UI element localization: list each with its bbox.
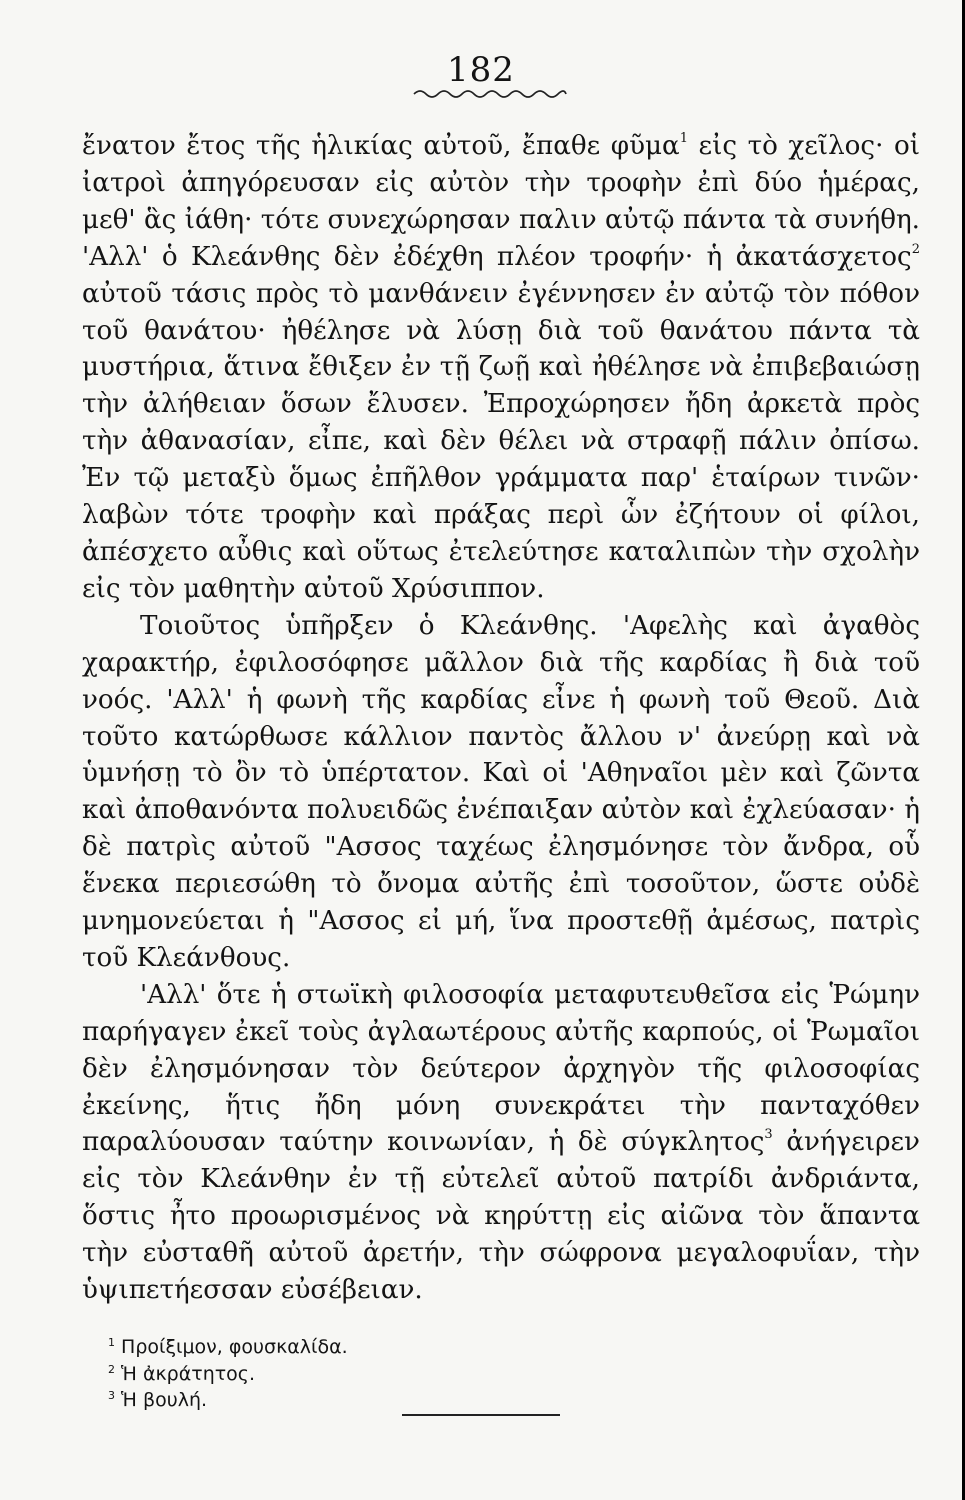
text-run: αὐτοῦ τάσις πρὸς τὸ μανθάνειν ἐγέννησεν ἐν αὐτῷ τὸν πόθον τοῦ θανάτου· ἠθέλησε νὰ λύσῃ διὰ τοῦ θανάτου πάντα τὰ μυστήρια, ἅτινα ἔθιξεν ἐν τῇ ζωῇ καὶ ἠθέλησε νὰ ἐπιβεβαιώσῃ τὴν ἀλήθειαν ὅσων ἔλυσεν. Ἐπροχώρησεν ἤδη ἀρκετὰ πρὸς τὴν ἀθανασίαν, εἶπε, καὶ δὲν θέλει νὰ στραφῇ πάλιν ὀπίσω. Ἐν τῷ μεταξὺ ὅμως ἐπῆλθον γράμματα παρ' ἑταίρων τινῶν· λαβὼν τότε τροφὴν καὶ πράξας περὶ ὧν ἐζήτουν οἱ φίλοι, ἀπέσχετο αὖθις καὶ οὕτως ἐτελεύτησε καταλιπὼν τὴν σχολὴν εἰς τὸν μαθητὴν αὐτοῦ Χρύσιππον.: [82, 278, 920, 604]
body-text: [82, 128, 920, 1309]
wavy-rule-ornament: [412, 86, 568, 102]
paragraph: [82, 977, 920, 1309]
footnote: [108, 1334, 608, 1361]
text-run: ἀνήγειρεν εἰς τὸν Κλεάνθην ἐν τῇ εὐτελεῖ αὐτοῦ πατρίδι ἀνδριάντα, ὅστις ἦτο προωρισμένος νὰ κηρύττῃ εἰς αἰῶνα τὸν ἅπαντα τὴν εὐσταθῆ αὐτοῦ ἀρετήν, τὴν σώφρονα μεγαλοφυΐαν, τὴν ὑψιπετήεσσαν εὐσέβειαν.: [82, 1127, 920, 1306]
text-run: ἔνατον ἔτος τῆς ἡλικίας αὐτοῦ, ἔπαθε φῦμα: [82, 131, 680, 161]
footnote-text: Προίξιμον, φουσκαλίδα.: [121, 1336, 348, 1358]
text-run: Τοιοῦτος ὑπῆρξεν ὁ Κλεάνθης. 'Αφελὴς καὶ ἀγαθὸς χαρακτήρ, ἐφιλοσόφησε μᾶλλον διὰ τῆς καρδίας ἢ διὰ τοῦ νοός. 'Αλλ' ἡ φωνὴ τῆς καρδίας εἶνε ἡ φωνὴ τοῦ Θεοῦ. Διὰ τοῦτο κατώρθωσε κάλλιον παντὸς ἄλλου ν' ἀνεύρῃ καὶ νὰ ὑμνήσῃ τὸ ὂν τὸ ὑπέρτατον. Καὶ οἱ 'Αθηναῖοι μὲν καὶ ζῶντα καὶ ἀποθανόντα πολυειδῶς ἐνέπαιξαν αὐτὸν καὶ ἐχλεύασαν· ἡ δὲ πατρὶς αὐτοῦ "Ασσος ταχέως ἐλησμόνησε τὸν ἄνδρα, οὗ ἕνεκα περιεσώθη τὸ ὄνομα αὐτῆς ἐπὶ τοσοῦτον, ὥστε οὐδὲ μνημονεύεται ἡ "Ασσος εἰ μή, ἵνα προστεθῇ ἀμέσως, πατρὶς τοῦ Κλεάνθους.: [82, 610, 920, 973]
page-number: 182: [447, 50, 515, 90]
text-run: εἰς τὸ χεῖλος· οἱ ἰατροὶ ἀπηγόρευσαν εἰς αὐτὸν τὴν τροφὴν ἐπὶ δύο ἡμέρας, μεθ' ἃς ἰάθη· τότε συνεχώρησαν παλιν αὐτῷ πάντα τὰ συνήθη. 'Αλλ' ὁ Κλεάνθης δὲν ἐδέχθη πλέον τροφήν· ἡ ἀκατάσχετος: [82, 131, 920, 272]
footnote: [108, 1387, 608, 1414]
text-run: 'Αλλ' ὅτε ἡ στωϊκὴ φιλοσοφία μεταφυτευθεῖσα εἰς Ῥώμην παρήγαγεν ἐκεῖ τοὺς ἀγλαωτέρους αὐτῆς καρπούς, οἱ Ῥωμαῖοι δὲν ἐλησμόνησαν τὸν δεύτερον ἀρχηγὸν τῆς φιλοσοφίας ἐκείνης, ἥτις ἤδη μόνη συνεκράτει τὴν πανταχόθεν παραλύουσαν ταύτην κοινωνίαν, ἡ δὲ σύγκλητος: [82, 979, 920, 1158]
footer-rule: [402, 1414, 560, 1416]
footnote-mark: 2: [108, 1362, 115, 1376]
footnote-mark: 1: [108, 1336, 115, 1349]
footnote-mark: 3: [108, 1389, 115, 1402]
footnotes: [108, 1334, 608, 1414]
footnote-ref: 1: [679, 131, 689, 146]
footnote-ref: 3: [764, 1127, 773, 1143]
paragraph: [82, 128, 920, 608]
footnote-text: Ἡ ἀκράτητος.: [121, 1362, 256, 1385]
footnote: [108, 1361, 608, 1388]
paragraph: [82, 608, 920, 977]
footnote-text: Ἡ βουλή.: [121, 1389, 208, 1411]
footnote-ref: 2: [911, 241, 920, 257]
